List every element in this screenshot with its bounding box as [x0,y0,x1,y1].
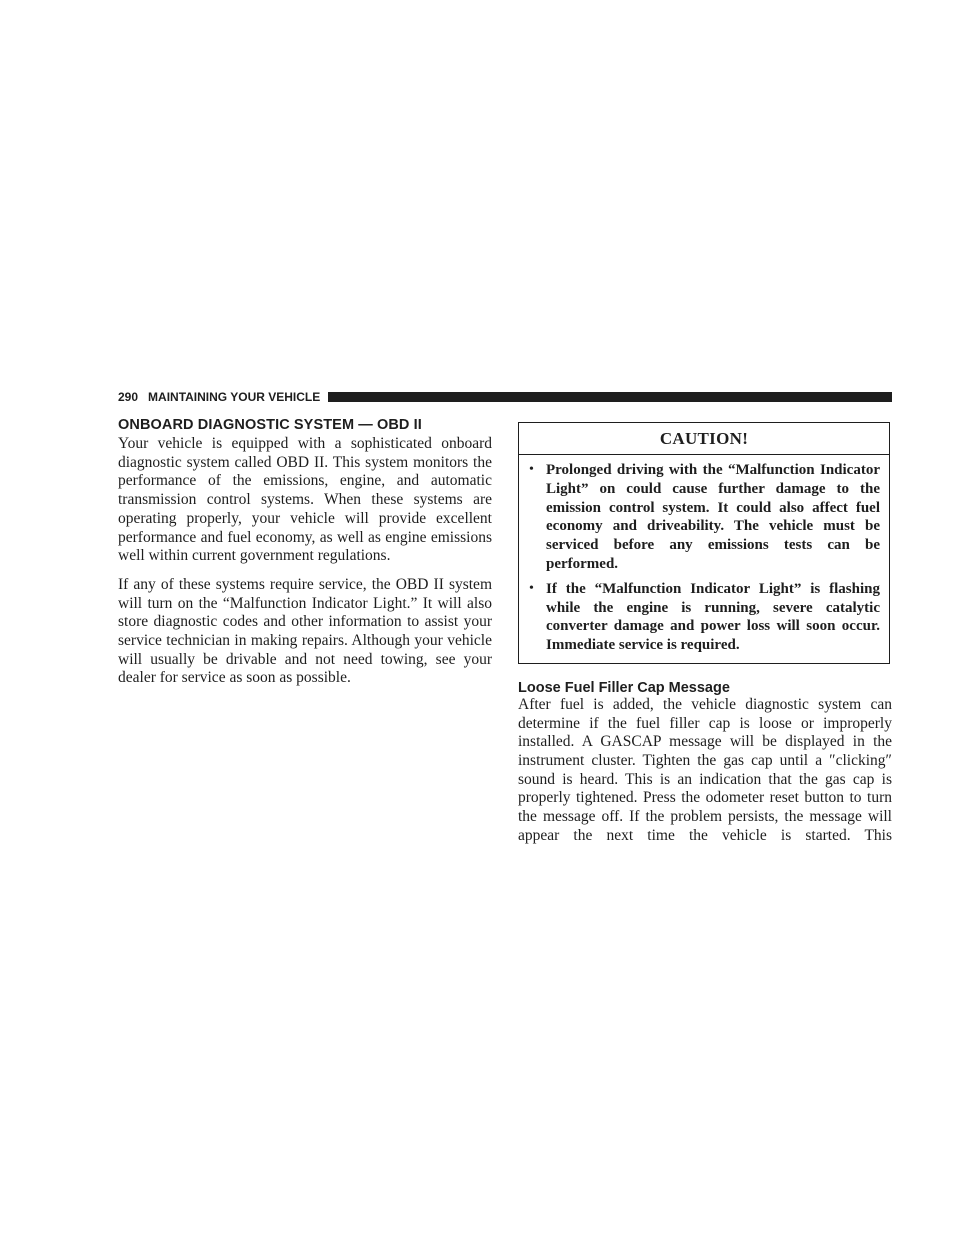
left-column [118,417,492,698]
loose-cap-paragraph: After fuel is added, the vehicle diagnostic system can determine if the fuel filler cap is loose or improperly installed. A GASCAP message will be displayed in the instrument cluster. Tighten the gas cap until a ″clicking″ sound is heard. This is an indication that the gas cap is properly tightened. Press the odometer reset button to turn the message off. If the problem persists, the message will appear the next time the vehicle is started. This [518,695,892,844]
header-rule [328,392,892,402]
caution-body [519,455,889,663]
page-number: 290 [118,390,139,404]
caution-item-text: Prolonged driving with the “Malfunction Indicator Light” on could cause further damage to the emission control system. It could also affect fuel economy and driveability. The vehicle must be serviced before any emissions tests can be performed. [546,462,880,572]
page-header [118,390,892,404]
section-title: MAINTAINING YOUR VEHICLE [148,390,321,404]
caution-item-text: If the “Malfunction Indicator Light” is flashing while the engine is running, severe catalytic converter damage and power loss will soon occur. Immediate service is required. [546,580,880,654]
caution-item [529,580,880,655]
caution-title: CAUTION! [519,423,889,455]
loose-cap-heading: Loose Fuel Filler Cap Message [518,679,730,696]
right-column [518,422,892,856]
caution-item [529,461,880,574]
obd-paragraph-2: If any of these systems require service, the OBD II system will turn on the “Malfunction Indicator Light.” It will also store diagnostic codes and other information to assist your service technician in making repairs. Although your vehicle will usually be drivable and not need towing, see your dealer for service as soon as possible. [118,575,492,687]
caution-box [518,422,890,664]
bullet-icon: • [529,580,534,596]
obd-heading: ONBOARD DIAGNOSTIC SYSTEM — OBD II [118,417,422,433]
bullet-icon: • [529,462,534,477]
obd-paragraph-1: Your vehicle is equipped with a sophisticated onboard diagnostic system called OBD II. This system monitors the performance of the emissions, engine, and automatic transmission control systems. When these systems are operating properly, your vehicle will provide excellent performance and fuel economy, as well as engine emissions well within current government regulations. [118,435,492,565]
